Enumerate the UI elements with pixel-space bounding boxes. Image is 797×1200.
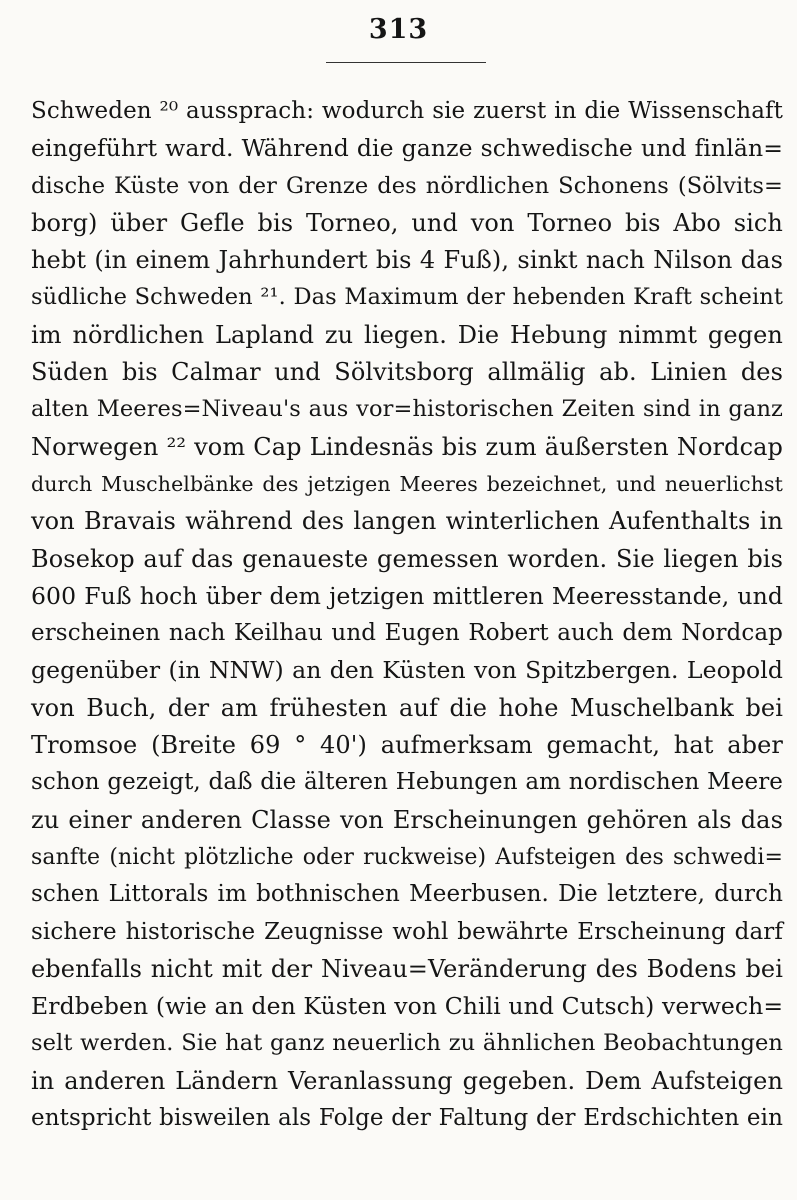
text-line: gegenüber (in NNW) an den Küsten von Spitzbergen. Leopold — [31, 656, 783, 685]
text-line: entspricht bisweilen als Folge der Faltung der Erdschichten ein — [31, 1105, 783, 1132]
text-line: südliche Schweden ²¹. Das Maximum der hebenden Kraft scheint — [31, 284, 783, 311]
text-line: 600 Fuß hoch über dem jetzigen mittleren Meeresstande, und — [31, 581, 783, 610]
text-line: alten Meeres=Niveau's aus vor=historischen Zeiten sind in ganz — [31, 396, 783, 423]
text-line: durch Muschelbänke des jetzigen Meeres bezeichnet, und neuerlichst — [31, 471, 783, 496]
text-line: sanfte (nicht plötzliche oder ruckweise) Aufsteigen des schwedi= — [31, 844, 783, 870]
text-line: von Buch, der am frühesten auf die hohe Muschelbank bei — [31, 693, 783, 722]
text-line: dische Küste von der Grenze des nördlichen Schonens (Sölvits= — [31, 172, 783, 199]
text-line: schen Littorals im bothnischen Meerbusen. Die letztere, durch — [31, 881, 783, 908]
text-line: ebenfalls nicht mit der Niveau=Veränderung des Bodens bei — [31, 954, 783, 983]
text-line: eingeführt ward. Während die ganze schwedische und finlän= — [31, 134, 783, 163]
text-line: sichere historische Zeugnisse wohl bewährte Erscheinung darf — [31, 918, 783, 945]
text-line: im nördlichen Lapland zu liegen. Die Hebung nimmt gegen — [31, 320, 783, 349]
page-number: 313 — [368, 14, 429, 45]
header-rule — [326, 62, 486, 63]
text-line: erscheinen nach Keilhau und Eugen Robert auch dem Nordcap — [31, 620, 783, 647]
text-line: hebt (in einem Jahrhundert bis 4 Fuß), sinkt nach Nilson das — [31, 246, 783, 275]
text-line: Schweden ²⁰ aussprach: wodurch sie zuerst in die Wissenschaft — [31, 98, 783, 124]
text-line: schon gezeigt, daß die älteren Hebungen am nordischen Meere — [31, 769, 783, 796]
text-line: selt werden. Sie hat ganz neuerlich zu ähnlichen Beobachtungen — [31, 1030, 783, 1057]
text-line: zu einer anderen Classe von Erscheinungen gehören als das — [31, 805, 783, 834]
text-line: Bosekop auf das genaueste gemessen worden. Sie liegen bis — [31, 544, 783, 573]
text-line: borg) über Gefle bis Torneo, und von Torneo bis Abo sich — [31, 208, 783, 237]
text-line: Süden bis Calmar und Sölvitsborg allmälig ab. Linien des — [31, 358, 783, 387]
text-line: von Bravais während des langen winterlichen Aufenthalts in — [31, 507, 783, 536]
body-text — [31, 93, 783, 1137]
text-line: Erdbeben (wie an den Küsten von Chili und Cutsch) verwech= — [31, 992, 784, 1021]
text-line: in anderen Ländern Veranlassung gegeben. Dem Aufsteigen — [31, 1066, 783, 1095]
text-line: Norwegen ²² vom Cap Lindesnäs bis zum äußersten Nordcap — [31, 432, 783, 461]
text-line: Tromsoe (Breite 69 ° 40') aufmerksam gemacht, hat aber — [31, 731, 783, 760]
